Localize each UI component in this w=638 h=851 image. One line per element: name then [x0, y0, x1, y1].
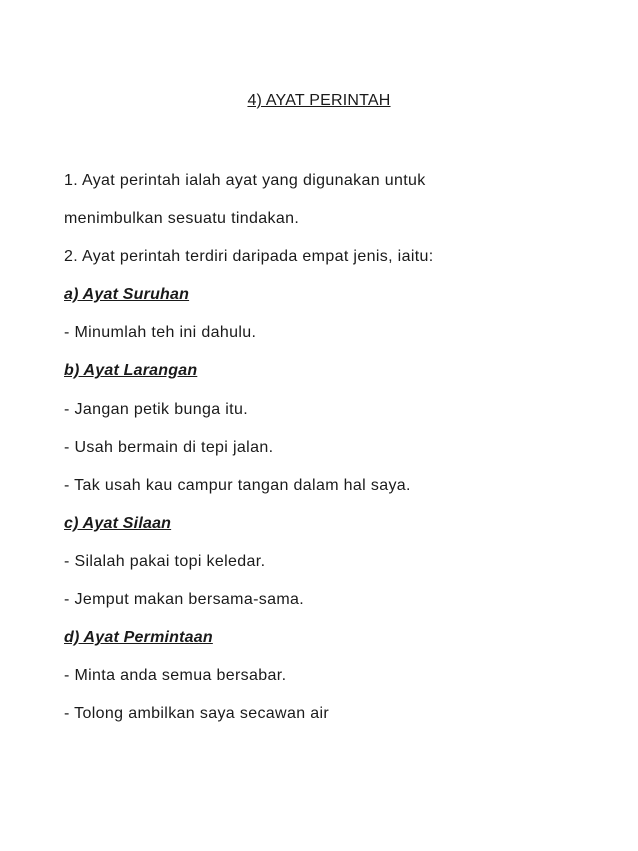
example-line: - Tolong ambilkan saya secawan air — [64, 705, 330, 722]
section-heading-larangan: b) Ayat Larangan — [64, 362, 198, 379]
intro-line-3: 2. Ayat perintah terdiri daripada empat jenis, iaitu: — [64, 248, 434, 265]
document-title: 4) AYAT PERINTAH — [247, 92, 391, 109]
example-line: - Usah bermain di tepi jalan. — [64, 439, 274, 456]
section-heading-silaan: c) Ayat Silaan — [64, 515, 172, 532]
example-line: - Minta anda semua bersabar. — [64, 667, 287, 684]
example-line: - Minumlah teh ini dahulu. — [64, 324, 257, 341]
example-line: - Silalah pakai topi keledar. — [64, 553, 266, 570]
intro-line-2: menimbulkan sesuatu tindakan. — [64, 210, 300, 227]
example-line: - Jangan petik bunga itu. — [64, 401, 248, 418]
section-heading-suruhan: a) Ayat Suruhan — [64, 286, 190, 303]
example-line: - Jemput makan bersama-sama. — [64, 591, 305, 608]
intro-line-1: 1. Ayat perintah ialah ayat yang digunakan untuk — [64, 172, 426, 189]
section-heading-permintaan: d) Ayat Permintaan — [64, 629, 213, 646]
example-line: - Tak usah kau campur tangan dalam hal saya. — [64, 477, 411, 494]
